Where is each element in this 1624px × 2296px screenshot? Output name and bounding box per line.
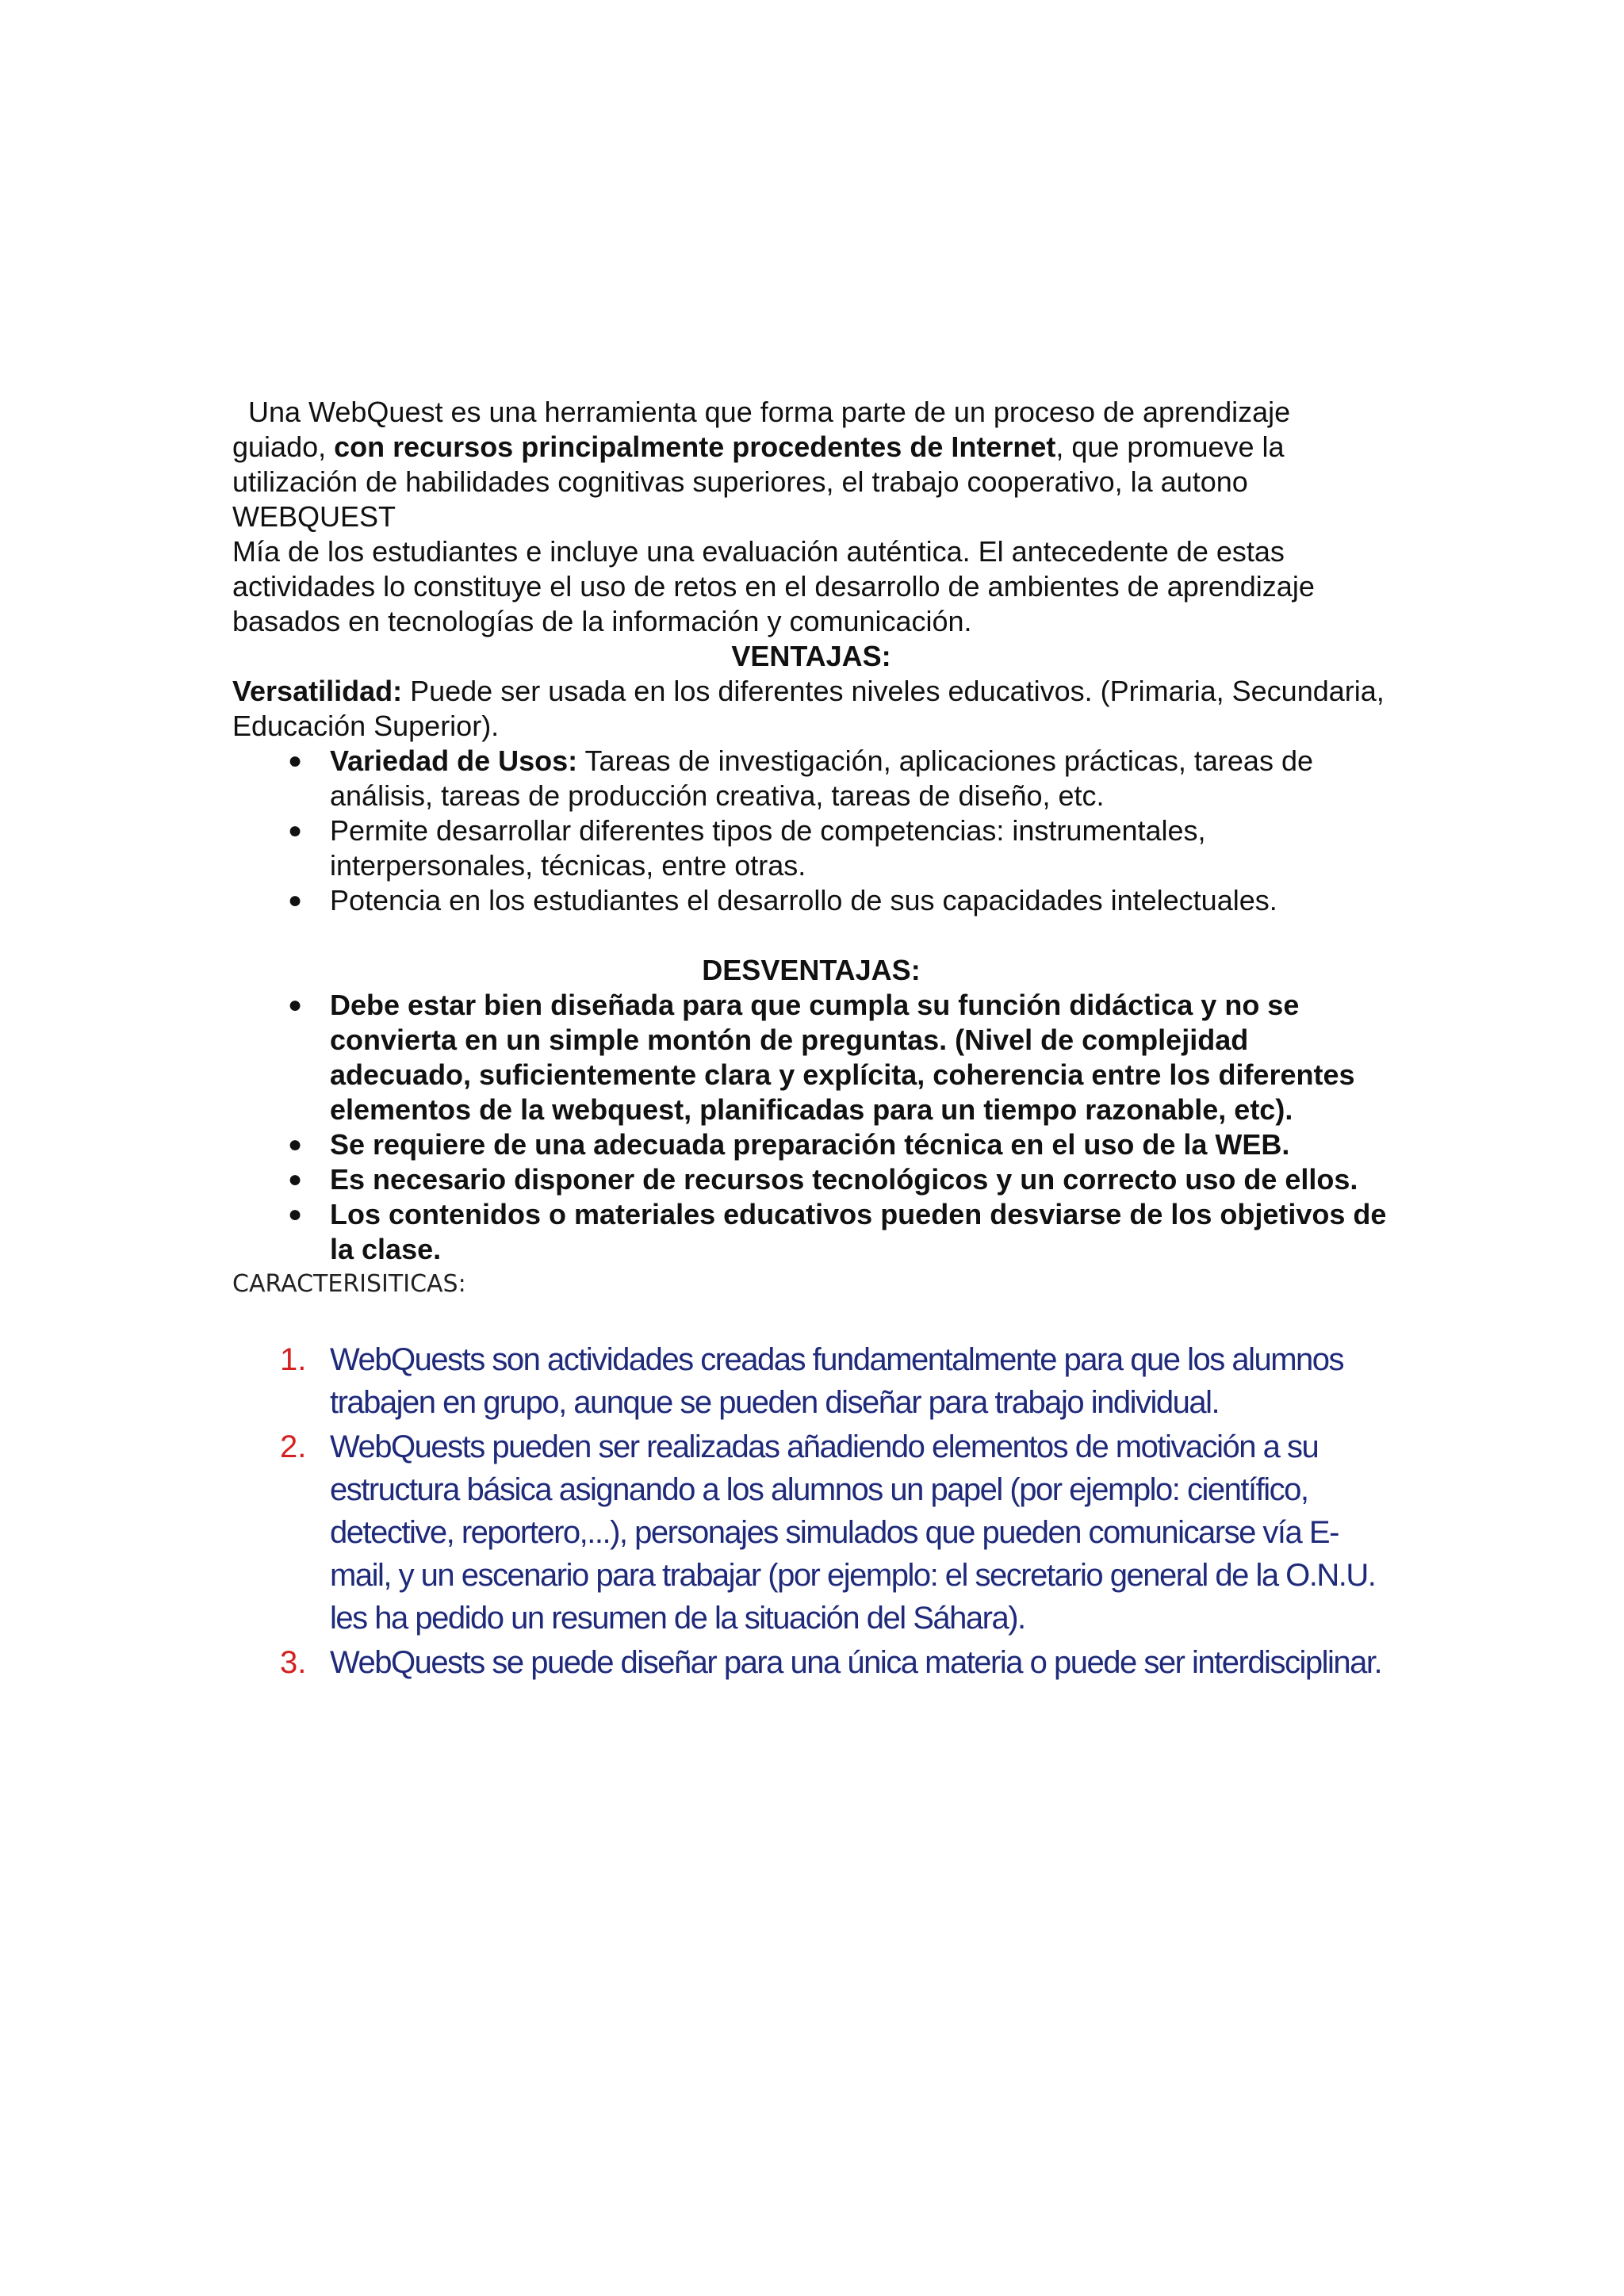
list-item-text: Los contenidos o materiales educativos pueden desviarse de los objetivos de la clase. <box>330 1198 1387 1265</box>
list-item-text: WebQuests son actividades creadas fundamentalmente para que los alumnos trabajen en grupo, aunque se pueden diseñar para trabajo individual. <box>330 1342 1344 1420</box>
intro-text-a: Una WebQuest es una herramienta que forma parte de un proceso de aprendizaje guiado, <box>232 396 1291 463</box>
caracteristicas-list <box>232 1338 1390 1684</box>
list-item-text: Se requiere de una adecuada preparación técnica en el uso de la WEB. <box>330 1128 1290 1161</box>
document-content <box>232 395 1390 1686</box>
intro-paragraph <box>232 395 1390 499</box>
list-item-text: Potencia en los estudiantes el desarrollo de sus capacidades intelectuales. <box>330 884 1277 916</box>
bullet-icon: ● <box>288 1201 303 1227</box>
desventajas-list <box>232 988 1390 1267</box>
list-item-text: WebQuests se puede diseñar para una única materia o puede ser interdisciplinar. <box>330 1645 1382 1680</box>
spacer <box>232 918 1390 953</box>
bullet-icon: ● <box>288 817 303 844</box>
list-item <box>232 1162 1390 1197</box>
list-item-text: Tareas de investigación, aplicaciones prácticas, tareas de análisis, tareas de producción creativa, tareas de diseño, etc. <box>330 744 1313 812</box>
list-item <box>232 813 1390 883</box>
versatilidad-label: Versatilidad: <box>232 675 403 707</box>
versatilidad-text: Puede ser usada en los diferentes niveles educativos. (Primaria, Secundaria, Educación Superior). <box>232 675 1385 742</box>
list-number: 1. <box>280 1342 307 1377</box>
bullet-icon: ● <box>288 887 303 913</box>
intro-bold-text: con recursos principalmente procedentes de Internet <box>334 430 1056 463</box>
bullet-icon: ● <box>288 1166 303 1192</box>
list-number: 2. <box>280 1429 307 1464</box>
intro-paragraph-continued: Mía de los estudiantes e incluye una evaluación auténtica. El antecedente de estas actividades lo constituye el uso de retos en el desarrollo de ambientes de aprendizaje basados en tecnologías de la información y comunicación. <box>232 535 1315 637</box>
desventajas-heading: DESVENTAJAS: <box>702 954 921 986</box>
list-item <box>232 1641 1390 1684</box>
list-item <box>232 1127 1390 1162</box>
bullet-icon: ● <box>288 1131 303 1158</box>
ventajas-list <box>232 744 1390 918</box>
list-item-bold: Variedad de Usos: <box>330 744 578 777</box>
bullet-icon: ● <box>288 748 303 774</box>
list-item-text: Es necesario disponer de recursos tecnológicos y un correcto uso de ellos. <box>330 1163 1358 1196</box>
caracteristicas-label: CARACTERISITICAS: <box>232 1270 466 1298</box>
list-item <box>232 883 1390 918</box>
list-item-text: Debe estar bien diseñada para que cumpla su función didáctica y no se convierta en un simple montón de preguntas. (Nivel de complejidad adecuado, suficientemente clara y explícita, coherencia entre los diferentes elementos de la webquest, planificadas para un tiempo razonable, etc). <box>330 989 1355 1126</box>
list-item <box>232 988 1390 1127</box>
list-item <box>232 744 1390 813</box>
intro-text-b: , que promueve la utilización de habilidades cognitivas superiores, el trabajo cooperativo, la autono <box>232 430 1285 498</box>
ventajas-heading: VENTAJAS: <box>731 640 891 672</box>
webquest-label: WEBQUEST <box>232 500 396 533</box>
list-item <box>232 1425 1390 1640</box>
list-number: 3. <box>280 1645 307 1680</box>
list-item-text: Permite desarrollar diferentes tipos de competencias: instrumentales, interpersonales, técnicas, entre otras. <box>330 814 1206 882</box>
list-item <box>232 1338 1390 1424</box>
list-item-text: WebQuests pueden ser realizadas añadiendo elementos de motivación a su estructura básica asignando a los alumnos un papel (por ejemplo: científico, detective, reportero,...), personajes simulados que pueden comunicarse vía E-mail, y un escenario para trabajar (por ejemplo: el secretario general de la O.N.U. les ha pedido un resumen de la situación del Sáhara). <box>330 1429 1376 1636</box>
list-item <box>232 1197 1390 1267</box>
versatilidad-paragraph <box>232 674 1390 744</box>
bullet-icon: ● <box>288 992 303 1018</box>
